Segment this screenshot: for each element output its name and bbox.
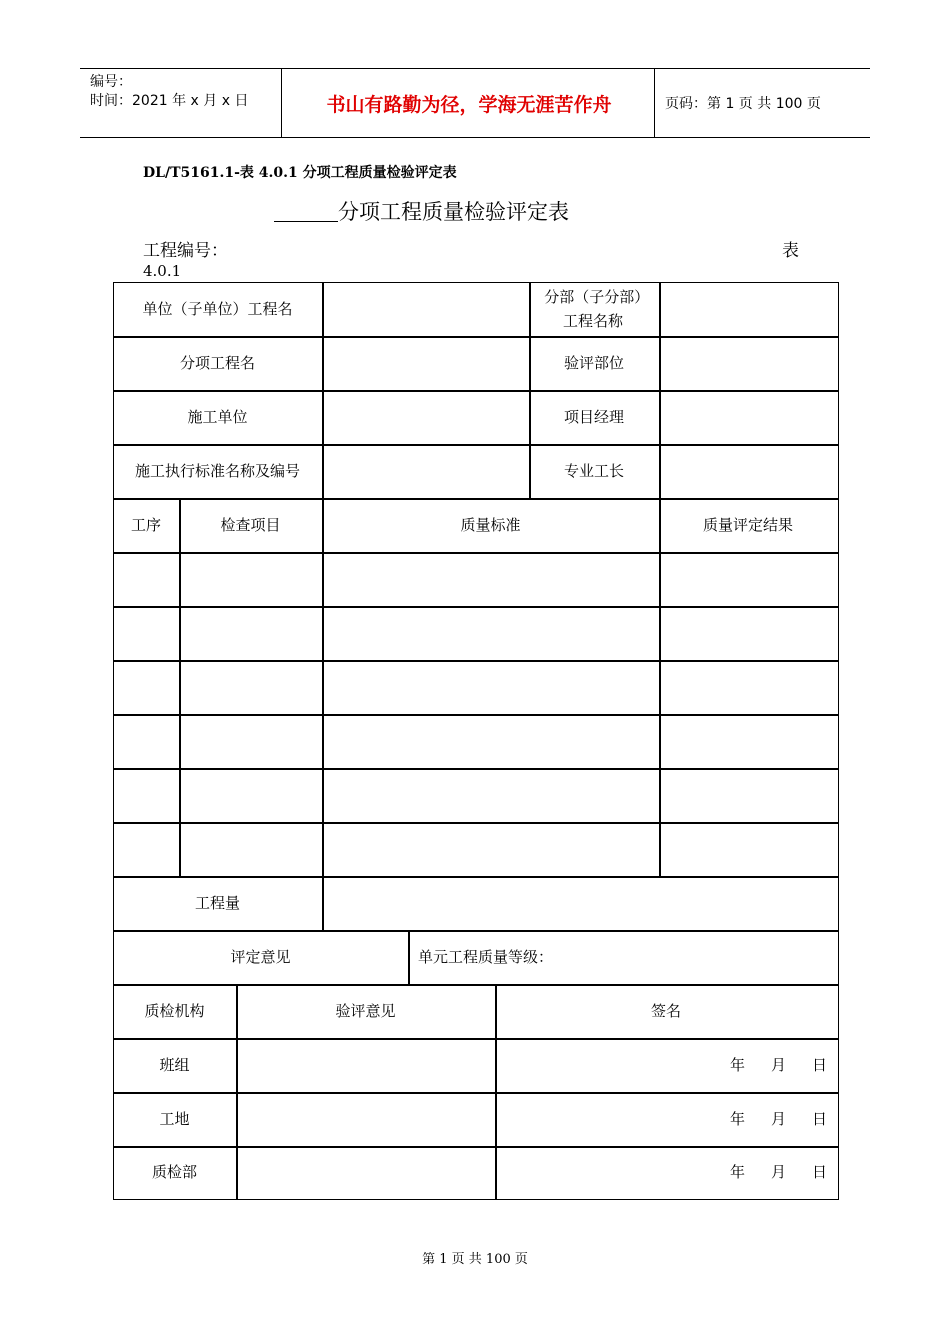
- sign-org-label: 工地: [159, 1110, 190, 1128]
- process-cell[interactable]: [113, 768, 181, 824]
- result-cell[interactable]: [659, 552, 839, 608]
- construction-unit-label: 施工单位: [187, 408, 248, 426]
- item-cell[interactable]: [179, 822, 324, 878]
- result-cell[interactable]: [659, 822, 839, 878]
- project-manager-label: 项目经理: [563, 408, 624, 426]
- evaluation-location-field[interactable]: [659, 336, 839, 392]
- quantity-field[interactable]: [322, 876, 839, 932]
- project-manager-field[interactable]: [659, 390, 839, 446]
- sub-division-name-field[interactable]: [659, 282, 839, 338]
- item-header: 检查项目: [220, 516, 281, 534]
- inspection-form: [113, 282, 837, 1198]
- form-title-text: 分项工程质量检验评定表: [338, 200, 569, 224]
- date-month-label: 月: [770, 1163, 786, 1181]
- form-title: [274, 196, 569, 226]
- evaluation-location-label: 验评部位: [563, 354, 624, 372]
- result-cell[interactable]: [659, 714, 839, 770]
- standard-cell[interactable]: [322, 768, 661, 824]
- result-cell[interactable]: [659, 660, 839, 716]
- page-header: [80, 68, 870, 138]
- quantity-label: 工程量: [194, 894, 240, 912]
- sign-date: [495, 1092, 837, 1146]
- sign-date: [495, 1146, 837, 1198]
- process-cell[interactable]: [113, 552, 181, 608]
- sign-opinion-field[interactable]: [236, 1038, 497, 1094]
- result-cell[interactable]: [659, 768, 839, 824]
- org-header: 质检机构: [144, 1002, 205, 1020]
- process-cell[interactable]: [113, 714, 181, 770]
- standard-cell[interactable]: [322, 714, 661, 770]
- unit-project-name-field[interactable]: [322, 282, 531, 338]
- sign-org-label: 班组: [159, 1056, 190, 1074]
- date-day-label: 日: [811, 1056, 827, 1074]
- item-cell[interactable]: [179, 660, 324, 716]
- foreman-field[interactable]: [659, 444, 839, 500]
- standard-code: DL/T5161.1-表 4.0.1 分项工程质量检验评定表: [143, 165, 457, 181]
- sub-item-name-label: 分项工程名: [179, 354, 255, 372]
- standard-cell[interactable]: [322, 822, 661, 878]
- table-no-label: 表: [782, 241, 799, 261]
- page-info: 页码：第 1 页 共 100 页: [665, 96, 821, 112]
- sub-item-name-field[interactable]: [322, 336, 531, 392]
- date-day-label: 日: [811, 1110, 827, 1128]
- standard-name-field[interactable]: [322, 444, 531, 500]
- serial-label: 编号：: [90, 74, 132, 90]
- foreman-label: 专业工长: [563, 462, 624, 480]
- process-cell[interactable]: [113, 606, 181, 662]
- sign-opinion-field[interactable]: [236, 1146, 497, 1200]
- page-footer: 第 1 页 共 100 页: [422, 1252, 528, 1267]
- item-cell[interactable]: [179, 714, 324, 770]
- standard-cell[interactable]: [322, 552, 661, 608]
- result-header: 质量评定结果: [702, 516, 793, 534]
- sub-division-name-label: 分部（子分部）工程名称: [544, 288, 642, 330]
- opinion-header: 验评意见: [335, 1002, 396, 1020]
- unit-project-name-label: 单位（子单位）工程名: [142, 300, 293, 318]
- sign-date: [495, 1038, 837, 1092]
- item-cell[interactable]: [179, 768, 324, 824]
- standard-cell[interactable]: [322, 660, 661, 716]
- header-meta: [90, 73, 248, 111]
- date-year-label: 年: [729, 1110, 745, 1128]
- date-year-label: 年: [729, 1163, 745, 1181]
- table-no-value: 4.0.1: [143, 262, 182, 280]
- sign-opinion-field[interactable]: [236, 1092, 497, 1148]
- motto: 书山有路勤为径，学海无涯苦作舟: [326, 93, 612, 116]
- standard-header: 质量标准: [460, 516, 521, 534]
- standard-cell[interactable]: [322, 606, 661, 662]
- construction-unit-field[interactable]: [322, 390, 531, 446]
- title-blank[interactable]: [274, 221, 338, 222]
- time-label: 时间：2021 年 x 月 x 日: [90, 93, 249, 109]
- unit-grade-label: 单元工程质量等级：: [418, 948, 554, 966]
- standard-name-label: 施工执行标准名称及编号: [134, 462, 300, 480]
- evaluation-label: 评定意见: [230, 948, 291, 966]
- item-cell[interactable]: [179, 606, 324, 662]
- process-header: 工序: [130, 516, 161, 534]
- sign-org-label: 质检部: [151, 1163, 197, 1181]
- date-month-label: 月: [770, 1110, 786, 1128]
- date-year-label: 年: [729, 1056, 745, 1074]
- process-cell[interactable]: [113, 822, 181, 878]
- project-no-label: 工程编号：: [143, 241, 228, 261]
- date-month-label: 月: [770, 1056, 786, 1074]
- result-cell[interactable]: [659, 606, 839, 662]
- item-cell[interactable]: [179, 552, 324, 608]
- header-divider: [281, 69, 282, 137]
- signature-header: 签名: [650, 1002, 681, 1020]
- process-cell[interactable]: [113, 660, 181, 716]
- date-day-label: 日: [811, 1163, 827, 1181]
